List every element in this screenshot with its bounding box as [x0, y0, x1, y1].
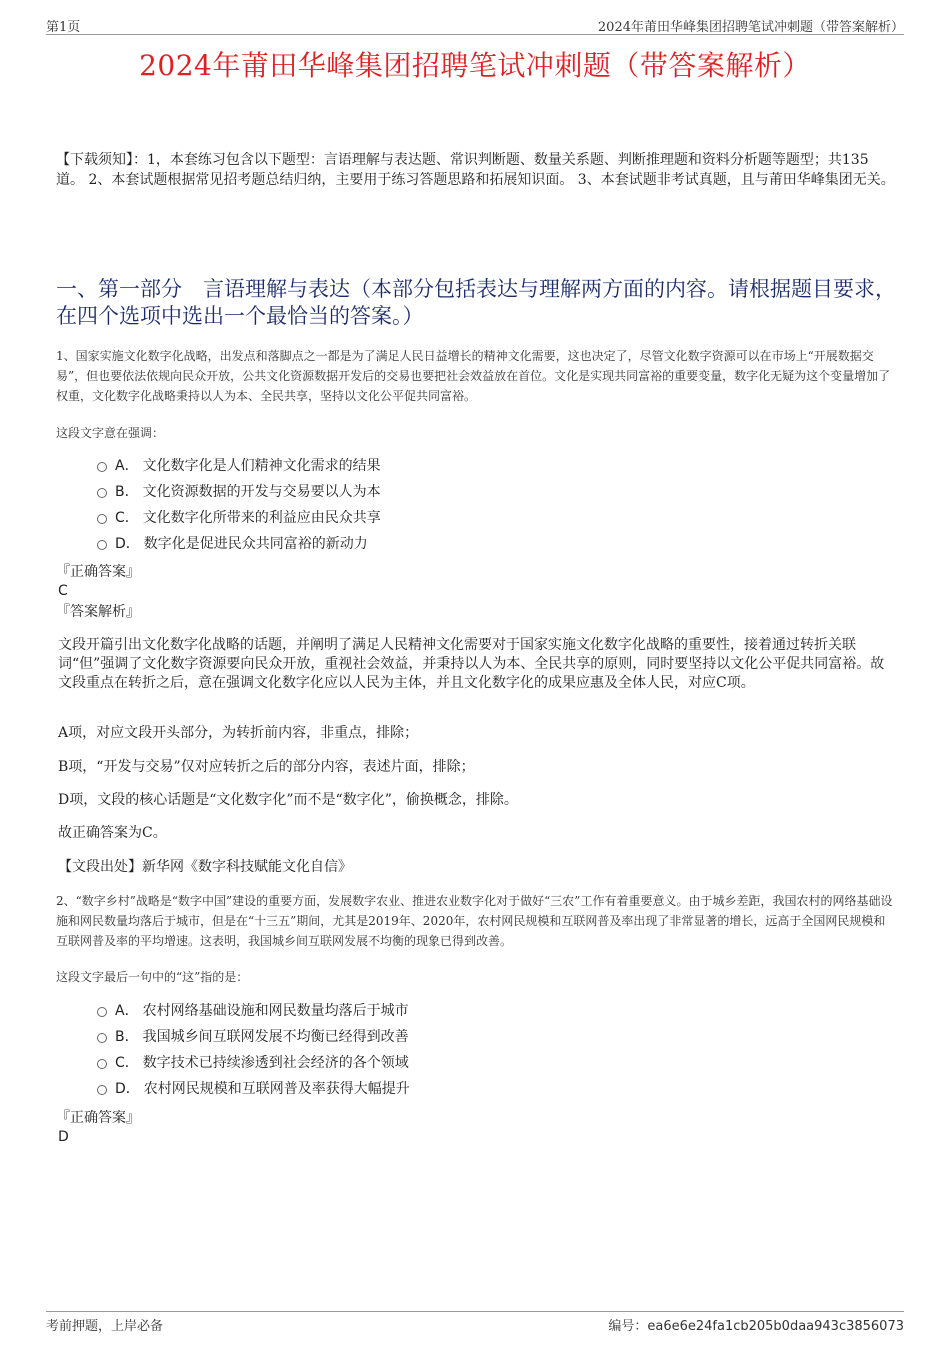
question-1-option-b[interactable]: B． 文化资源数据的开发与交易要以人为本	[97, 479, 381, 505]
question-1-point-a: A项，对应文段开头部分，为转折前内容，非重点，排除；	[58, 725, 419, 741]
question-1-answer: C	[58, 583, 68, 599]
document-title: 2024年莆田华峰集团招聘笔试冲刺题（带答案解析）	[139, 49, 811, 82]
question-1-option-d[interactable]: D． 数字化是促进民众共同富裕的新动力	[97, 531, 381, 557]
page-number: 第1页	[46, 20, 81, 35]
footer-code: 编号：ea6e6e24fa1cb205b0daa943c3856073	[608, 1319, 904, 1334]
radio-icon[interactable]	[97, 1059, 107, 1069]
question-1-source: 【文段出处】新华网《数字科技赋能文化自信》	[58, 859, 352, 875]
question-2-options	[97, 998, 410, 1102]
download-notice: 【下载须知】：1，本套练习包含以下题型：言语理解与表达题、常识判断题、数量关系题、判断推理题和资料分析题等题型；共135道。 2、本套试题根据常见招考题总结归纳，主要用于练习答题思路和拓展知识面。 3、本套试题非考试真题，且与莆田华峰集团无关。	[56, 152, 895, 188]
radio-icon[interactable]	[97, 540, 107, 550]
header-doc-title: 2024年莆田华峰集团招聘笔试冲刺题（带答案解析）	[597, 20, 904, 35]
question-1-option-c[interactable]: C． 文化数字化所带来的利益应由民众共享	[97, 505, 381, 531]
question-1-stem: 这段文字意在强调：	[56, 426, 165, 440]
radio-icon[interactable]	[97, 1007, 107, 1017]
question-2-answer: D	[58, 1129, 69, 1145]
question-1-conclusion: 故正确答案为C。	[58, 825, 167, 841]
page-footer	[46, 1311, 904, 1336]
footer-slogan: 考前押题，上岸必备	[46, 1319, 164, 1334]
question-1-analysis: 文段开篇引出文化数字化战略的话题，并阐明了满足人民精神文化需要对于国家实施文化数字化战略的重要性，接着通过转折关联词“但”强调了文化数字资源要向民众开放，重视社会效益，并秉持以人为本、全民共享的原则，同时要坚持以文化公平促共同富裕。故文段重点在转折之后，意在强调文化数字化应以人民为主体，并且文化数字化的成果应惠及全体人民，对应C项。	[58, 637, 885, 691]
question-1-option-a[interactable]: A． 文化数字化是人们精神文化需求的结果	[97, 453, 381, 479]
question-1-text: 1、国家实施文化数字化战略，出发点和落脚点之一都是为了满足人民日益增长的精神文化需要，这也决定了，尽管文化数字资源可以在市场上“开展数据交易”，但也要依法依规向民众开放，公共文化资源数据开发后的交易也要把社会效益放在首位。文化是实现共同富裕的重要变量，数字化无疑为这个变量增加了权重，文化数字化战略秉持以人为本、全民共享，坚持以文化公平促共同富裕。	[56, 349, 891, 403]
radio-icon[interactable]	[97, 514, 107, 524]
page-header	[46, 14, 904, 35]
question-2-answer-label: 『正确答案』	[56, 1110, 140, 1126]
question-1-point-b: B项，“开发与交易”仅对应转折之后的部分内容，表述片面，排除；	[58, 759, 475, 775]
radio-icon[interactable]	[97, 462, 107, 472]
radio-icon[interactable]	[97, 1085, 107, 1095]
question-2-stem: 这段文字最后一句中的“这”指的是：	[56, 970, 249, 984]
question-2-option-b[interactable]: B． 我国城乡间互联网发展不均衡已经得到改善	[97, 1024, 410, 1050]
question-2-option-d[interactable]: D． 农村网民规模和互联网普及率获得大幅提升	[97, 1076, 410, 1102]
question-1-point-d: D项，文段的核心话题是“文化数字化”而不是“数字化”，偷换概念，排除。	[58, 792, 518, 808]
question-1-analysis-label: 『答案解析』	[56, 604, 140, 620]
question-1-options	[97, 453, 381, 557]
question-2-text: 2、“数字乡村”战略是“数字中国”建设的重要方面，发展数字农业、推进农业数字化对于做好“三农”工作有着重要意义。由于城乡差距，我国农村的网络基础设施和网民数量均落后于城市，但是在“十三五”期间，尤其是2019年、2020年，农村网民规模和互联网普及率出现了非常显著的增长，远高于全国网民规模和互联网普及率的平均增速。这表明，我国城乡间互联网发展不均衡的现象已得到改善。	[56, 894, 893, 948]
question-2-option-c[interactable]: C． 数字技术已持续渗透到社会经济的各个领域	[97, 1050, 410, 1076]
question-1-answer-label: 『正确答案』	[56, 564, 140, 580]
section-heading: 一、第一部分 言语理解与表达（本部分包括表达与理解两方面的内容。请根据题目要求，在四个选项中选出一个最恰当的答案。）	[56, 277, 896, 328]
radio-icon[interactable]	[97, 1033, 107, 1043]
question-2-option-a[interactable]: A． 农村网络基础设施和网民数量均落后于城市	[97, 998, 410, 1024]
document-code: ea6e6e24fa1cb205b0daa943c3856073	[647, 1319, 904, 1334]
radio-icon[interactable]	[97, 488, 107, 498]
